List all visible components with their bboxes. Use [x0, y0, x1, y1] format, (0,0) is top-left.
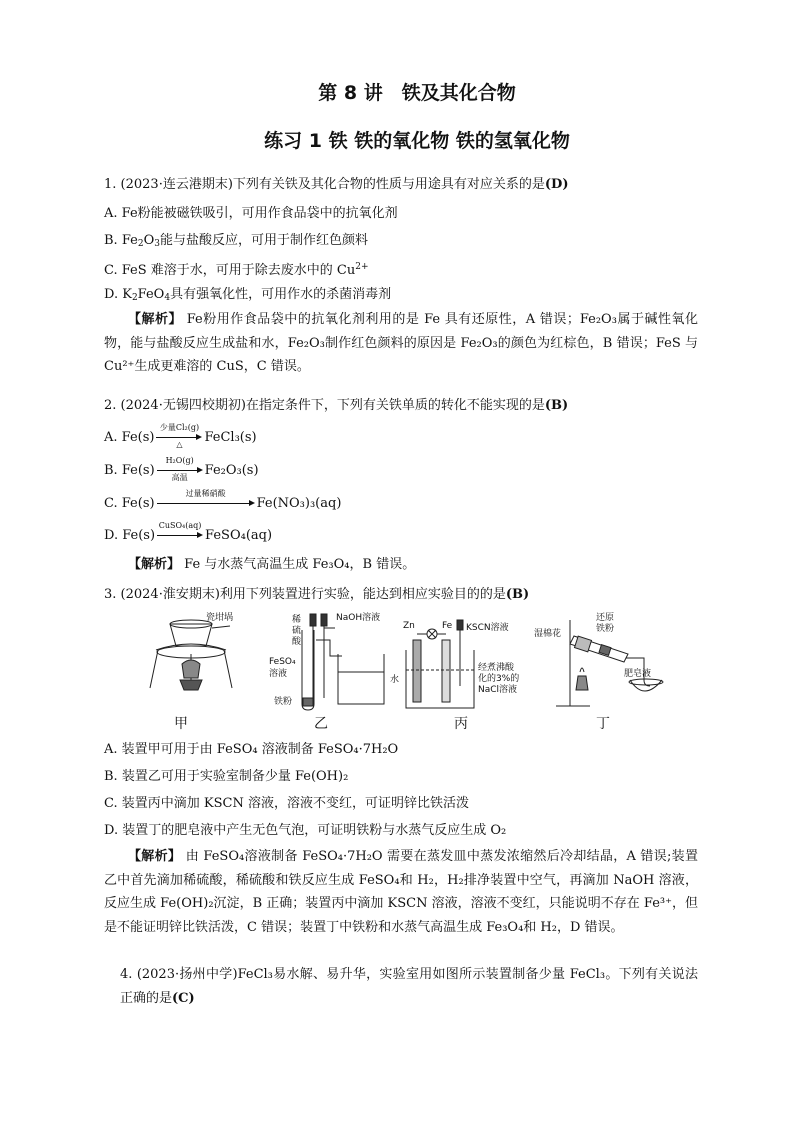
- q4-answer: (C): [172, 990, 195, 1006]
- label-wet-cotton: 湿棉花: [534, 629, 562, 639]
- reaction-arrow-icon: CuSO₄(aq): [157, 527, 203, 544]
- q3-option-c: C. 装置丙中滴加 KSCN 溶液，溶液不变红，可证明锌比铁活泼: [104, 796, 469, 811]
- label-fe: Fe: [442, 621, 453, 631]
- q2-analysis: 【解析】 Fe 与水蒸气高温生成 Fe₃O₄，B 错误。: [128, 557, 416, 572]
- label-water: 水: [390, 675, 400, 685]
- label-reduced-iron: 还原: [596, 613, 615, 623]
- q1-analysis: 【解析】 Fe粉用作食品袋中的抗氧化剂利用的是 Fe 具有还原性，A 错误；Fe₂O₃属于碱性氧化物，能与盐酸反应生成盐和水，Fe₂O₃制作红色颜料的原因是 Fe₂O₃的颜色为红棕色，B 错误；FeS 与 Cu²⁺生成更难溶的 CuS，C 错误。: [104, 312, 699, 374]
- section-title: 练习 1 铁 铁的氧化物 铁的氢氧化物: [264, 130, 570, 152]
- label-crucible: 瓷坩埚: [206, 613, 234, 623]
- label-kscn: KSCN溶液: [466, 623, 509, 633]
- label-iron-powder: 铁粉: [274, 697, 293, 707]
- apparatus-bing: [406, 620, 474, 708]
- q3-answer: (B): [505, 587, 530, 602]
- label-zn: Zn: [403, 621, 415, 631]
- label-acid: 硫: [292, 626, 302, 636]
- chapter-title: 第 8 讲 铁及其化合物: [318, 82, 516, 104]
- q3-option-a: A. 装置甲可用于由 FeSO₄ 溶液制备 FeSO₄·7H₂O: [104, 742, 399, 757]
- label-acid: 酸: [292, 637, 302, 647]
- label-naoh: NaOH溶液: [336, 613, 381, 623]
- label-soap: 肥皂液: [624, 669, 652, 679]
- label-reduced-iron: 铁粉: [596, 624, 615, 634]
- apparatus-label-yi: 乙: [314, 716, 328, 732]
- q2-option-a: A. Fe(s) 少量Cl₂(g) △ FeCl₃(s): [104, 423, 257, 449]
- q3-analysis: 【解析】 由 FeSO₄溶液制备 FeSO₄·7H₂O 需要在蒸发皿中蒸发浓缩然后冷却结晶，A 错误;装置乙中首先滴加稀硫酸，稀硫酸和铁反应生成 FeSO₄和 H₂，H₂排净装置中空气，再滴加 NaOH 溶液，反应生成 Fe(OH)₂沉淀，B 正确；装置丙中滴加 KSCN 溶液，溶液不变红，只能说明不存在 Fe³⁺，但是不能证明锌比铁活泼，C 错误；装置丁中铁粉和水蒸气高温生成 Fe₃O₄和 H₂，D 错误。: [104, 849, 698, 935]
- q1-option-b: B. $Fe_2O_3$能与盐酸反应，可用于制作红色颜料: [104, 233, 368, 249]
- reaction-arrow-icon: H₂O(g) 高温: [157, 462, 203, 479]
- apparatus-label-bing: 丙: [454, 716, 468, 732]
- apparatus-label-jia: 甲: [174, 716, 188, 732]
- label-feso4: 溶液: [269, 669, 288, 679]
- q3-stem: 3. (2024·淮安期末)利用下列装置进行实验，能达到相应实验目的的是(B): [104, 587, 530, 602]
- label-nacl: 化的3%的: [478, 674, 520, 684]
- q3-option-b: B. 装置乙可用于实验室制备少量 Fe(OH)₂: [104, 769, 349, 784]
- reaction-arrow-icon: 少量Cl₂(g) △: [156, 429, 202, 446]
- q2-option-d: D. Fe(s) CuSO₄(aq) FeSO₄(aq): [104, 521, 273, 543]
- label-feso4: FeSO₄: [269, 657, 296, 667]
- q1-stem: 1. (2023·连云港期末)下列有关铁及其化合物的性质与用途具有对应关系的是(D): [104, 177, 569, 192]
- q1-answer: (D): [544, 177, 569, 192]
- q2-answer: (B): [544, 398, 569, 413]
- label-nacl: NaCl溶液: [478, 685, 518, 695]
- q2-option-c: C. Fe(s) 过量稀硝酸 Fe(NO₃)₃(aq): [104, 489, 342, 511]
- apparatus-yi: [302, 614, 384, 710]
- q1-option-a: A. Fe粉能被磁铁吸引，可用作食品袋中的抗氧化剂: [104, 206, 398, 221]
- q1-option-d: D. $K_2FeO_4$具有强氧化性，可用作水的杀菌消毒剂: [104, 287, 392, 303]
- q1-option-c: C. FeS 难溶于水，可用于除去废水中的 $Cu^{2+}$: [104, 262, 369, 278]
- label-acid: 稀: [292, 615, 302, 625]
- apparatus-jia: [150, 620, 232, 690]
- q4-stem: 4. (2023·扬州中学)FeCl₃易水解、易升华，实验室用如图所示装置制备少量 FeCl₃。下列有关说法正确的是(C): [120, 967, 698, 1006]
- q2-stem: 2. (2024·无锡四校期初)在指定条件下，下列有关铁单质的转化不能实现的是(B): [104, 398, 569, 413]
- label-nacl: 经煮沸酸: [478, 663, 515, 673]
- reaction-arrow-icon: 过量稀硝酸: [157, 495, 255, 512]
- q3-option-d: D. 装置丁的肥皂液中产生无色气泡，可证明铁粉与水蒸气反应生成 O₂: [104, 823, 507, 838]
- q2-option-b: B. Fe(s) H₂O(g) 高温 Fe₂O₃(s): [104, 456, 259, 482]
- apparatus-label-ding: 丁: [596, 716, 610, 732]
